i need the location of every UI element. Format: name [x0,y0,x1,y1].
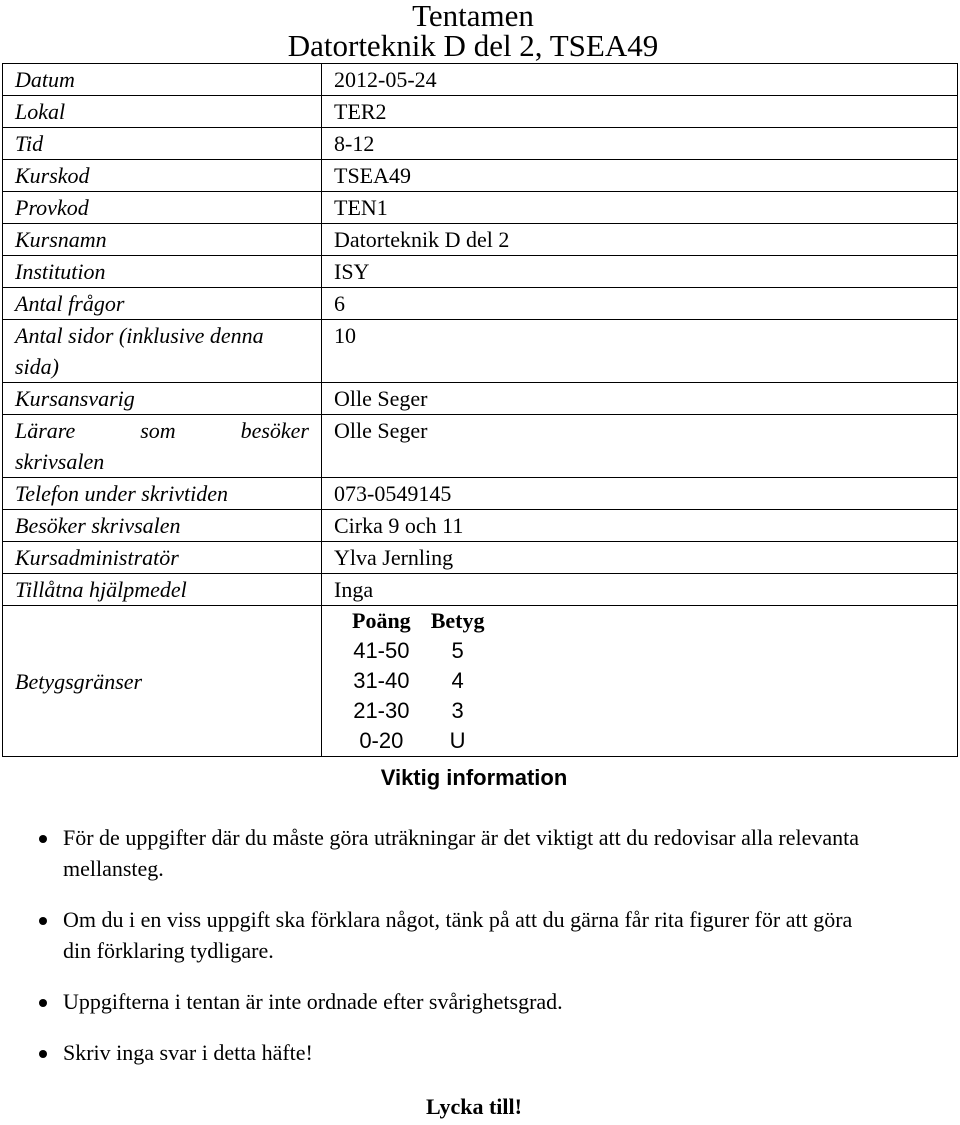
grades-grade: U [449,728,466,753]
list-item [0,904,955,966]
grades-points: 31-40 [353,668,410,693]
grades-row [342,636,494,666]
table-row [3,542,958,574]
info-label-line1 [15,415,309,446]
info-label: Tillåtna hjälpmedel [3,574,322,606]
table-row [3,64,958,96]
info-label: Provkod [3,192,322,224]
table-row [3,574,958,606]
grades-header-points: Poäng [352,608,411,633]
info-value: Ylva Jernling [322,542,958,574]
bullet-icon [39,1050,47,1058]
grades-row [342,696,494,726]
info-value: 2012-05-24 [322,64,958,96]
grades-points: 0-20 [359,728,404,753]
grades-points: 41-50 [353,638,410,663]
table-row [3,160,958,192]
list-item-line2: din förklaring tydligare. [63,938,274,963]
info-value: 8-12 [322,128,958,160]
info-label-word: besöker [240,418,309,443]
bullet-icon [39,835,47,843]
table-row [3,478,958,510]
info-label-word: Lärare [15,418,76,443]
info-label: Telefon under skrivtiden [3,478,322,510]
info-label: Besöker skrivsalen [3,510,322,542]
table-row [3,510,958,542]
table-row [3,383,958,415]
info-label: Lokal [3,96,322,128]
important-list [0,822,955,1088]
exam-info-table [2,63,958,757]
grades-cell [322,606,958,757]
closing-text: Lycka till! [426,1094,522,1119]
info-value: TSEA49 [322,160,958,192]
grades-points: 21-30 [353,698,410,723]
list-item [0,822,955,884]
grades-row [342,726,494,756]
info-label: Kursnamn [3,224,322,256]
info-label-line2: sida) [15,354,59,379]
info-label-line2: skrivsalen [15,449,105,474]
list-item-line1: För de uppgifter där du måste göra uträkningar är det viktigt att du redovisar alla relevanta [63,825,859,850]
list-item-line1: Skriv inga svar i detta häfte! [63,1040,313,1065]
info-value: Datorteknik D del 2 [322,224,958,256]
grades-header-grade: Betyg [430,608,485,633]
info-value: Olle Seger [322,383,958,415]
info-value: TEN1 [322,192,958,224]
info-value: 10 [322,320,958,383]
list-item [0,986,955,1017]
info-value: Cirka 9 och 11 [322,510,958,542]
document-subtitle: Datorteknik D del 2, TSEA49 [287,28,659,63]
grades-row [342,666,494,696]
info-value: Olle Seger [322,415,958,478]
info-value: 6 [322,288,958,320]
info-value: 073-0549145 [322,478,958,510]
list-item [0,1037,955,1068]
info-label: Kurskod [3,160,322,192]
table-row [3,128,958,160]
list-item-line1: Om du i en viss uppgift ska förklara något, tänk på att du gärna får rita figurer för att göra [63,907,853,932]
info-label: Institution [3,256,322,288]
info-value: Inga [322,574,958,606]
info-label [3,415,322,478]
grades-table [342,606,494,756]
info-value: ISY [322,256,958,288]
grades-grade: 3 [451,698,464,723]
table-row [3,320,958,383]
list-item-line2: mellansteg. [63,856,164,881]
bullet-icon [39,917,47,925]
important-heading: Viktig information [380,765,568,790]
list-item-line1: Uppgifterna i tentan är inte ordnade efter svårighetsgrad. [63,989,563,1014]
info-label: Tid [3,128,322,160]
table-row [3,256,958,288]
bullet-icon [39,999,47,1007]
document-title: Tentamen [412,0,534,33]
info-label-line1: Antal sidor (inklusive denna [15,323,264,348]
info-value: TER2 [322,96,958,128]
table-row [3,224,958,256]
table-row [3,288,958,320]
table-row [3,192,958,224]
table-row [3,96,958,128]
info-label [3,320,322,383]
grades-grade: 5 [451,638,464,663]
grades-label: Betygsgränser [3,606,322,757]
table-row [3,606,958,757]
info-label-word: som [140,418,176,443]
info-label: Kursansvarig [3,383,322,415]
info-label: Datum [3,64,322,96]
info-label: Kursadministratör [3,542,322,574]
grades-grade: 4 [451,668,464,693]
table-row [3,415,958,478]
grades-header-row [342,606,494,636]
info-label: Antal frågor [3,288,322,320]
